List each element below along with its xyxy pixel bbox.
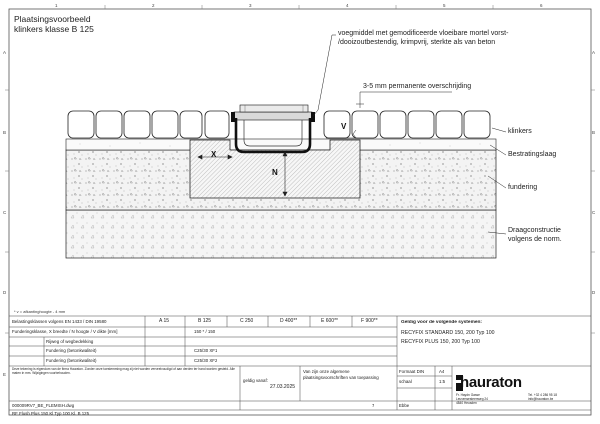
label-draag-line1: Draagconstructie	[508, 227, 561, 234]
bedding-layer	[66, 139, 496, 150]
tb-class-a15: A 15	[159, 318, 170, 324]
mortar-callout-text	[338, 29, 508, 47]
grid-row-a-right: A	[592, 50, 596, 55]
tb-scale-label: schaal	[399, 379, 412, 384]
label-draag-line2: volgens de norm.	[508, 236, 562, 243]
label-bestratingslaag: Bestratingslaag	[508, 151, 557, 158]
tb-file-name: 000009RV7_BE_FLEMISH.dwg	[12, 403, 75, 408]
tb-foundation-quality-label: Fundering (betonkwaliteit)	[46, 348, 97, 353]
tb-format-label: Formaat DIN	[399, 369, 425, 374]
tb-note-line1: Van zijn onze algemene	[303, 369, 350, 374]
grid-row-c-right: C	[592, 210, 596, 215]
label-klinkers: klinkers	[508, 128, 532, 135]
grid-row-b-right: B	[592, 130, 596, 135]
tb-foundation-quality-value: C25/30 XF1	[194, 348, 218, 353]
gap-callout-text: 3-5 mm permanente overschrijding	[363, 83, 472, 90]
grid-col-6: 6	[540, 3, 543, 8]
gap-callout	[356, 92, 452, 108]
tb-foundation-dims-value: 150 * / 150	[194, 329, 216, 334]
subgrade-layer	[66, 210, 496, 258]
mortar-callout	[313, 35, 336, 116]
tb-system-1: RECYFIX STANDARD 150, 200 Typ 100	[401, 330, 495, 336]
tb-valid-title: Geldig voor de volgende systemen:	[401, 320, 483, 325]
dim-n-label: N	[272, 168, 278, 177]
grid-row-e: E	[3, 372, 7, 377]
tb-note-line2: plaatsingsvoorschriften van toepassing	[303, 375, 379, 380]
pavers-left	[68, 111, 202, 138]
company-logo-text: hauraton	[460, 374, 522, 391]
tb-foundation-quality2-value: C25/30 XF2	[194, 358, 218, 363]
tb-foundation-quality2-label: Fundering (betonkwaliteit)	[46, 358, 97, 363]
tb-ebene-label: Ebbe	[399, 403, 410, 408]
tb-scale-value: 1:5	[439, 379, 446, 384]
pavers-right	[324, 111, 490, 138]
tb-address-line3: 4840 Heusden	[456, 401, 477, 405]
grid-col-3: 3	[249, 3, 252, 8]
tb-disclaimer: Deze tekening is eigendom van de firma Hauraton. Zonder onze toestemming mag zij niet worden verveelvoudigd of aan derden ter hand worden gesteld. Alle maten in mm. Wijzigingen voorbehouden.	[12, 367, 235, 375]
tb-class-c250: C 250	[240, 318, 254, 324]
mortar-callout-line2: /dooizoutbestendig, krimpvrij, sterkte als van beton	[338, 39, 496, 46]
tb-sheet-value: 7	[372, 403, 375, 408]
paver-edge-left	[205, 111, 229, 138]
tb-phone: Tel. +32 4 286 95 18	[528, 393, 557, 397]
grid-row-b: B	[3, 130, 7, 135]
tb-foundation-dims-label: Funderingsklasse, X breedte / N hoogte / V dikte [mm]	[12, 329, 118, 334]
grid-row-d: D	[3, 290, 7, 295]
drawing-title-line2: klinkers klasse B 125	[14, 24, 94, 34]
tb-road-surface-label: Rijweg of wegbedekking	[46, 339, 94, 344]
tb-address-line1: Fr. Haydn Gasse	[456, 393, 480, 397]
tb-email: info@hauraton.be	[528, 397, 554, 401]
label-draagconstructie	[508, 226, 562, 244]
tb-class-f900: F 900**	[361, 318, 378, 324]
tb-load-classes-label: Belastingsklassen volgens EN 1433 / DIN 19580	[12, 319, 107, 324]
grid-row-a: A	[3, 50, 7, 55]
grid-row-d-right: D	[592, 290, 596, 295]
dim-v-label: V	[341, 122, 347, 131]
grid-col-2: 2	[152, 3, 155, 8]
mortar-callout-line1: voegmiddel met gemodificeerde vloeibare mortel vorst-	[338, 30, 509, 37]
label-fundering: fundering	[508, 184, 538, 191]
tb-drawing-name: RF Flush Plus 150 Kl Typ 100 Kl. B 125	[12, 411, 90, 416]
grid-col-4: 4	[346, 3, 349, 8]
tb-system-2: RECYFIX PLUS 150, 200 Typ 100	[401, 339, 480, 345]
footnote: * v = afkantinghoogte - 4 mm	[14, 309, 66, 314]
drawing-title-line1: Plaatsingsvoorbeeld	[14, 14, 91, 24]
grid-col-1: 1	[55, 3, 58, 8]
drawing-title	[14, 14, 94, 34]
tb-valid-from-label: geldig vanaf:	[243, 378, 268, 383]
tb-class-d400: D 400**	[280, 318, 298, 324]
grid-col-5: 5	[443, 3, 446, 8]
tb-class-b125: B 125	[198, 318, 212, 324]
tb-address-line2: Leuvensesteenweg 24	[456, 397, 488, 401]
tb-format-value: A4	[439, 369, 445, 374]
grid-row-c: C	[3, 210, 7, 215]
tb-valid-from-date: 27.03.2025	[270, 384, 296, 390]
dim-x-label: X	[211, 150, 217, 159]
tb-class-e600: E 600**	[321, 318, 338, 324]
